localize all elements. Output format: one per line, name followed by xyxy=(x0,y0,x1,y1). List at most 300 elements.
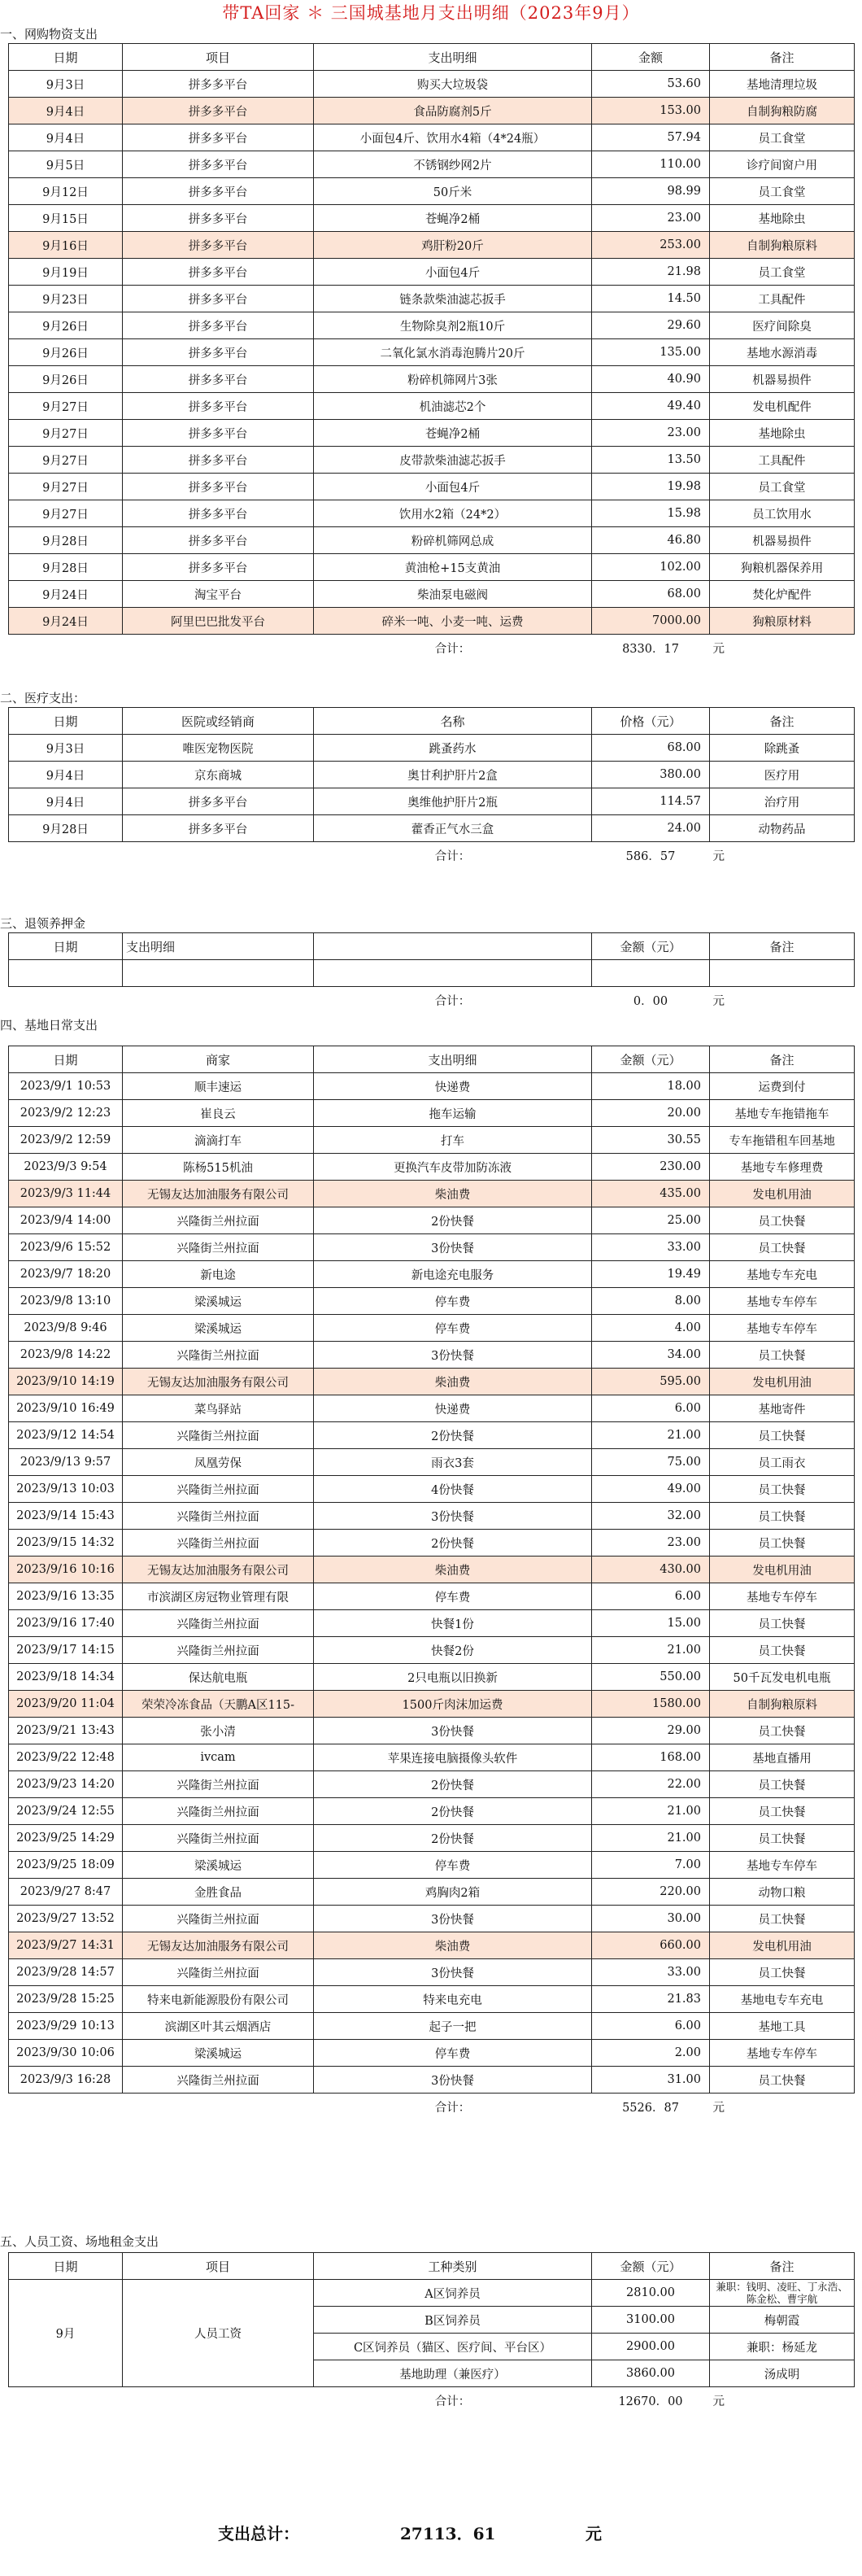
cell-detail: 3份快餐 xyxy=(314,1342,592,1369)
wage-remark: 汤成明 xyxy=(710,2360,855,2387)
cell-merchant: 特来电新能源股份有限公司 xyxy=(123,1986,314,2013)
cell-platform: 拼多多平台 xyxy=(123,98,314,124)
cell-merchant: 新电途 xyxy=(123,1261,314,1288)
cell-datetime: 2023/9/27 8:47 xyxy=(9,1879,123,1906)
cell-amount: 595.00 xyxy=(592,1369,710,1395)
cell-detail: 3份快餐 xyxy=(314,2067,592,2094)
cell-remark: 员工快餐 xyxy=(710,1503,855,1530)
cell-remark: 动物口粮 xyxy=(710,1879,855,1906)
total-value: 8330．17 xyxy=(622,642,679,656)
cell-amount: 49.00 xyxy=(592,1476,710,1503)
cell-merchant: 无锡友达加油服务有限公司 xyxy=(123,1369,314,1395)
section-heading-medical: 二、医疗支出： xyxy=(0,691,86,705)
cell-detail: 雨衣3套 xyxy=(314,1449,592,1476)
cell-detail: 2份快餐 xyxy=(314,1207,592,1234)
table-row xyxy=(9,788,855,815)
cell-datetime: 2023/9/12 14:54 xyxy=(9,1422,123,1449)
cell-date: 9月27日 xyxy=(9,393,123,420)
total-row xyxy=(9,987,855,1014)
table-row xyxy=(9,1959,855,1986)
cell-amount: 23.00 xyxy=(592,420,710,447)
table-row xyxy=(9,1771,855,1798)
total-value: 0．00 xyxy=(633,994,668,1008)
cell-remark: 员工快餐 xyxy=(710,1422,855,1449)
cell-remark: 动物药品 xyxy=(710,815,855,842)
cell-remark: 基地专车修理费 xyxy=(710,1154,855,1181)
cell-remark: 基地专车停车 xyxy=(710,1852,855,1879)
cell-datetime: 2023/9/20 11:04 xyxy=(9,1691,123,1718)
cell-merchant: ivcam xyxy=(123,1744,314,1771)
cell-datetime: 2023/9/2 12:59 xyxy=(9,1127,123,1154)
table-row xyxy=(9,1879,855,1906)
cell-amount: 19.49 xyxy=(592,1261,710,1288)
cell-datetime: 2023/9/14 15:43 xyxy=(9,1503,123,1530)
cell-amount: 660.00 xyxy=(592,1932,710,1959)
cell-remark: 基地水源消毒 xyxy=(710,339,855,366)
cell-remark: 基地除虫 xyxy=(710,205,855,232)
cell-amount: 135.00 xyxy=(592,339,710,366)
cell-detail: 停车费 xyxy=(314,1315,592,1342)
cell-detail: 不锈钢纱网2片 xyxy=(314,151,592,178)
total-row xyxy=(9,842,855,869)
cell-detail: 停车费 xyxy=(314,1583,592,1610)
col-header: 项目 xyxy=(123,44,314,71)
table-row xyxy=(9,98,855,124)
cell-detail: 打车 xyxy=(314,1127,592,1154)
cell-detail: 小面包4斤、饮用水4箱（4*24瓶） xyxy=(314,124,592,151)
cell-detail: 2只电瓶以旧换新 xyxy=(314,1664,592,1691)
cell-detail: 柴油费 xyxy=(314,1932,592,1959)
cell-detail: 50斤米 xyxy=(314,178,592,205)
cell-merchant: 梁溪城运 xyxy=(123,1288,314,1315)
cell-amount: 110.00 xyxy=(592,151,710,178)
cell-remark: 发电机用油 xyxy=(710,1181,855,1207)
cell-platform: 拼多多平台 xyxy=(123,500,314,527)
cell-amount: 7.00 xyxy=(592,1852,710,1879)
cell-remark: 狗粮原材料 xyxy=(710,608,855,635)
cell-amount: 168.00 xyxy=(592,1744,710,1771)
cell-detail: 柴油费 xyxy=(314,1369,592,1395)
section-heading-deposit-refund: 三、退领养押金 xyxy=(0,916,86,931)
table-row xyxy=(9,1449,855,1476)
table-row xyxy=(9,312,855,339)
cell-amount: 49.40 xyxy=(592,393,710,420)
cell-amount: 430.00 xyxy=(592,1557,710,1583)
total-label: 合计： xyxy=(434,994,471,1008)
cell-merchant: 兴隆街兰州拉面 xyxy=(123,1342,314,1369)
wage-amount: 2810.00 xyxy=(592,2280,710,2307)
cell-remark: 狗粮机器保养用 xyxy=(710,554,855,581)
total-row xyxy=(9,2387,855,2414)
col-header: 项目 xyxy=(123,2253,314,2280)
cell-datetime: 2023/9/27 13:52 xyxy=(9,1906,123,1932)
cell-merchant: 兴隆街兰州拉面 xyxy=(123,1530,314,1557)
table-header-row xyxy=(9,2253,855,2280)
cell-amount: 32.00 xyxy=(592,1503,710,1530)
cell-remark: 基地专车拖错拖车 xyxy=(710,1100,855,1127)
total-row xyxy=(9,2094,855,2120)
cell-detail: 皮带款柴油滤芯扳手 xyxy=(314,447,592,474)
cell-detail: 停车费 xyxy=(314,1852,592,1879)
cell-detail: 拖车运输 xyxy=(314,1100,592,1127)
table-header-row xyxy=(9,933,855,960)
cell-date: 9月27日 xyxy=(9,447,123,474)
cell-date: 9月27日 xyxy=(9,474,123,500)
section-heading-wages-rent: 五、人员工资、场地租金支出 xyxy=(0,2234,159,2249)
cell-price: 114.57 xyxy=(592,788,710,815)
table-row xyxy=(9,581,855,608)
col-header: 金额（元） xyxy=(592,2253,710,2280)
table-row xyxy=(9,1637,855,1664)
cell-datetime: 2023/9/16 17:40 xyxy=(9,1610,123,1637)
cell-detail: 快餐2份 xyxy=(314,1637,592,1664)
table-header-row xyxy=(9,1046,855,1073)
cell-merchant: 无锡友达加油服务有限公司 xyxy=(123,1557,314,1583)
cell-datetime: 2023/9/15 14:32 xyxy=(9,1530,123,1557)
table-row xyxy=(9,1181,855,1207)
cell-datetime: 2023/9/29 10:13 xyxy=(9,2013,123,2040)
cell-datetime: 2023/9/17 14:15 xyxy=(9,1637,123,1664)
cell-datetime: 2023/9/28 14:57 xyxy=(9,1959,123,1986)
total-value: 5526．87 xyxy=(622,2101,679,2115)
cell-datetime: 2023/9/23 14:20 xyxy=(9,1771,123,1798)
cell-remark: 专车拖错租车回基地 xyxy=(710,1127,855,1154)
grand-total-label: 支出总计： xyxy=(218,2524,299,2543)
cell-datetime: 2023/9/2 12:23 xyxy=(9,1100,123,1127)
wages-table xyxy=(8,2252,855,2413)
cell-remark: 基地寄件 xyxy=(710,1395,855,1422)
cell-datetime: 2023/9/10 14:19 xyxy=(9,1369,123,1395)
cell-remark: 工具配件 xyxy=(710,447,855,474)
cell-amount: 6.00 xyxy=(592,1395,710,1422)
cell-merchant: 兴隆街兰州拉面 xyxy=(123,1207,314,1234)
wage-remark: 梅朝霞 xyxy=(710,2307,855,2334)
cell-amount: 230.00 xyxy=(592,1154,710,1181)
cell-amount: 6.00 xyxy=(592,1583,710,1610)
cell-detail: 食品防腐剂5斤 xyxy=(314,98,592,124)
cell-remark: 基地专车停车 xyxy=(710,1583,855,1610)
cell-remark: 自制狗粮原料 xyxy=(710,232,855,259)
cell-datetime: 2023/9/10 16:49 xyxy=(9,1395,123,1422)
cell-price: 380.00 xyxy=(592,762,710,788)
cell-date: 9月27日 xyxy=(9,420,123,447)
cell-date: 9月4日 xyxy=(9,124,123,151)
cell-date: 9月4日 xyxy=(9,98,123,124)
cell-remark: 发电机用油 xyxy=(710,1369,855,1395)
cell-amount: 19.98 xyxy=(592,474,710,500)
cell-name: 藿香正气水三盒 xyxy=(314,815,592,842)
cell-merchant: 兴隆街兰州拉面 xyxy=(123,1637,314,1664)
cell-amount: 153.00 xyxy=(592,98,710,124)
cell-amount: 23.00 xyxy=(592,205,710,232)
grand-total-unit: 元 xyxy=(586,2524,602,2543)
cell-price: 24.00 xyxy=(592,815,710,842)
col-header: 支出明细 xyxy=(314,44,592,71)
cell-detail: 鸡胸肉2箱 xyxy=(314,1879,592,1906)
col-header: 支出明细 xyxy=(314,1046,592,1073)
cell-datetime: 2023/9/25 14:29 xyxy=(9,1825,123,1852)
cell-remark: 机器易损件 xyxy=(710,527,855,554)
cell-datetime: 2023/9/22 12:48 xyxy=(9,1744,123,1771)
wage-type: 基地助理（兼医疗） xyxy=(314,2360,592,2387)
cell-merchant: 兴隆街兰州拉面 xyxy=(123,2067,314,2094)
cell-datetime: 2023/9/18 14:34 xyxy=(9,1664,123,1691)
cell-remark: 治疗用 xyxy=(710,788,855,815)
cell-date: 9月15日 xyxy=(9,205,123,232)
cell-detail: 停车费 xyxy=(314,1288,592,1315)
table-row xyxy=(9,232,855,259)
cell-amount: 46.80 xyxy=(592,527,710,554)
cell-amount: 57.94 xyxy=(592,124,710,151)
cell-remark: 机器易损件 xyxy=(710,366,855,393)
cell-detail: 2份快餐 xyxy=(314,1771,592,1798)
cell-amount: 2.00 xyxy=(592,2040,710,2067)
table-row xyxy=(9,815,855,842)
cell-detail: 快递费 xyxy=(314,1073,592,1100)
table-row xyxy=(9,1852,855,1879)
cell-remark: 基地直播用 xyxy=(710,1744,855,1771)
cell-merchant: 凤凰劳保 xyxy=(123,1449,314,1476)
cell-platform: 拼多多平台 xyxy=(123,420,314,447)
table-row xyxy=(9,1691,855,1718)
wage-amount: 3100.00 xyxy=(592,2307,710,2334)
cell-platform: 拼多多平台 xyxy=(123,447,314,474)
table-row xyxy=(9,1342,855,1369)
cell-amount: 14.50 xyxy=(592,286,710,312)
table-row xyxy=(9,1986,855,2013)
table-row xyxy=(9,1530,855,1557)
cell-amount: 21.98 xyxy=(592,259,710,286)
cell-amount: 21.00 xyxy=(592,1798,710,1825)
cell-merchant: 兴隆街兰州拉面 xyxy=(123,1959,314,1986)
cell-date: 9月28日 xyxy=(9,527,123,554)
cell-remark: 员工快餐 xyxy=(710,1959,855,1986)
cell-detail: 3份快餐 xyxy=(314,1906,592,1932)
table-row xyxy=(9,474,855,500)
table-row xyxy=(9,608,855,635)
wage-type: A区饲养员 xyxy=(314,2280,592,2307)
table-row xyxy=(9,1369,855,1395)
table-row xyxy=(9,1422,855,1449)
cell-remark: 员工快餐 xyxy=(710,1610,855,1637)
cell-remark: 运费到付 xyxy=(710,1073,855,1100)
cell-detail: 快餐1份 xyxy=(314,1610,592,1637)
cell-merchant: 梁溪城运 xyxy=(123,1852,314,1879)
cell-detail: 购买大垃圾袋 xyxy=(314,71,592,98)
cell-merchant: 梁溪城运 xyxy=(123,2040,314,2067)
cell-platform: 拼多多平台 xyxy=(123,205,314,232)
cell-date: 9月26日 xyxy=(9,339,123,366)
cell-detail: 机油滤芯2个 xyxy=(314,393,592,420)
cell-remark: 员工快餐 xyxy=(710,1637,855,1664)
cell-amount: 68.00 xyxy=(592,581,710,608)
table-row xyxy=(9,1798,855,1825)
table-row xyxy=(9,151,855,178)
cell-amount: 20.00 xyxy=(592,1100,710,1127)
cell-date: 9月24日 xyxy=(9,608,123,635)
table-row xyxy=(9,762,855,788)
total-value: 12670．00 xyxy=(618,2395,683,2408)
cell-remark: 员工快餐 xyxy=(710,1718,855,1744)
cell-merchant: 无锡友达加油服务有限公司 xyxy=(123,1181,314,1207)
cell-platform: 拼多多平台 xyxy=(123,312,314,339)
table-header-row xyxy=(9,44,855,71)
table-row xyxy=(9,1073,855,1100)
cell-detail: 苍蝇净2桶 xyxy=(314,205,592,232)
cell-remark: 基地专车停车 xyxy=(710,2040,855,2067)
cell-amount: 25.00 xyxy=(592,1207,710,1234)
cell-date: 9月16日 xyxy=(9,232,123,259)
table-row xyxy=(9,1127,855,1154)
table-row xyxy=(9,1207,855,1234)
cell-detail: 苍蝇净2桶 xyxy=(314,420,592,447)
table-row xyxy=(9,1610,855,1637)
cell-amount: 253.00 xyxy=(592,232,710,259)
cell-name: 跳蚤药水 xyxy=(314,735,592,762)
table-row xyxy=(9,205,855,232)
cell-detail: 更换汽车皮带加防冻液 xyxy=(314,1154,592,1181)
table-row xyxy=(9,286,855,312)
cell-merchant: 荣荣冷冻食品（天鹏A区115- xyxy=(123,1691,314,1718)
cell-datetime: 2023/9/24 12:55 xyxy=(9,1798,123,1825)
cell-merchant: 兴隆街兰州拉面 xyxy=(123,1771,314,1798)
cell-merchant: 无锡友达加油服务有限公司 xyxy=(123,1932,314,1959)
col-header: 日期 xyxy=(9,1046,123,1073)
table-row xyxy=(9,500,855,527)
cell-date: 9月28日 xyxy=(9,554,123,581)
cell-remark: 员工食堂 xyxy=(710,474,855,500)
cell-remark: 医疗间除臭 xyxy=(710,312,855,339)
table-row xyxy=(9,2067,855,2094)
table-row xyxy=(9,1315,855,1342)
col-header: 备注 xyxy=(710,44,855,71)
table-row xyxy=(9,1476,855,1503)
cell-detail: 小面包4斤 xyxy=(314,259,592,286)
cell-remark: 工具配件 xyxy=(710,286,855,312)
wage-type: C区饲养员（猫区、医疗间、平台区） xyxy=(314,2334,592,2360)
cell-price: 68.00 xyxy=(592,735,710,762)
cell-platform: 拼多多平台 xyxy=(123,259,314,286)
cell-platform: 拼多多平台 xyxy=(123,393,314,420)
cell-amount: 29.60 xyxy=(592,312,710,339)
cell-platform: 阿里巴巴批发平台 xyxy=(123,608,314,635)
cell-remark: 员工快餐 xyxy=(710,1825,855,1852)
total-unit: 元 xyxy=(712,2101,725,2115)
cell-remark: 员工快餐 xyxy=(710,1207,855,1234)
cell-amount: 23.00 xyxy=(592,1530,710,1557)
cell-amount: 21.00 xyxy=(592,1637,710,1664)
cell-datetime: 2023/9/21 13:43 xyxy=(9,1718,123,1744)
table-row xyxy=(9,1906,855,1932)
cell-merchant: 市滨湖区房冠物业管理有限 xyxy=(123,1583,314,1610)
cell-name: 奥甘利护肝片2盒 xyxy=(314,762,592,788)
cell-merchant: 菜鸟驿站 xyxy=(123,1395,314,1422)
cell-datetime: 2023/9/25 18:09 xyxy=(9,1852,123,1879)
cell-amount: 53.60 xyxy=(592,71,710,98)
cell-date: 9月3日 xyxy=(9,735,123,762)
table-row xyxy=(9,1583,855,1610)
col-header: 备注 xyxy=(710,1046,855,1073)
cell-amount: 435.00 xyxy=(592,1181,710,1207)
cell-amount: 98.99 xyxy=(592,178,710,205)
cell-remark: 发电机用油 xyxy=(710,1932,855,1959)
cell-detail: 特来电充电 xyxy=(314,1986,592,2013)
cell-platform: 拼多多平台 xyxy=(123,124,314,151)
cell-merchant: 张小清 xyxy=(123,1718,314,1744)
cell-amount: 33.00 xyxy=(592,1234,710,1261)
cell-remark: 员工快餐 xyxy=(710,1530,855,1557)
cell-remark: 员工快餐 xyxy=(710,1342,855,1369)
cell-remark: 员工快餐 xyxy=(710,1234,855,1261)
cell-date: 9月27日 xyxy=(9,500,123,527)
page-title: 带TA回家 ＊ 三国城基地月支出明细（2023年9月） xyxy=(222,3,640,23)
col-header: 金额（元） xyxy=(592,933,710,960)
cell-platform: 拼多多平台 xyxy=(123,554,314,581)
cell-amount: 30.55 xyxy=(592,1127,710,1154)
cell-vendor: 拼多多平台 xyxy=(123,815,314,842)
col-header: 金额 xyxy=(592,44,710,71)
cell-platform: 拼多多平台 xyxy=(123,474,314,500)
cell-datetime: 2023/9/27 14:31 xyxy=(9,1932,123,1959)
col-header: 价格（元） xyxy=(592,708,710,735)
cell-remark: 员工快餐 xyxy=(710,1798,855,1825)
cell-detail: 停车费 xyxy=(314,2040,592,2067)
cell-merchant: 滨湖区叶其云烟酒店 xyxy=(123,2013,314,2040)
cell-platform: 淘宝平台 xyxy=(123,581,314,608)
cell-date: 9月4日 xyxy=(9,762,123,788)
cell-vendor: 唯医宠物医院 xyxy=(123,735,314,762)
cell-datetime: 2023/9/3 16:28 xyxy=(9,2067,123,2094)
table-row xyxy=(9,1395,855,1422)
cell-remark: 诊疗间窗户用 xyxy=(710,151,855,178)
cell-detail: 4份快餐 xyxy=(314,1476,592,1503)
cell-date: 9月28日 xyxy=(9,815,123,842)
cell-datetime: 2023/9/30 10:06 xyxy=(9,2040,123,2067)
cell-remark: 员工快餐 xyxy=(710,1476,855,1503)
cell-datetime: 2023/9/7 18:20 xyxy=(9,1261,123,1288)
cell-detail: 2份快餐 xyxy=(314,1825,592,1852)
cell-datetime: 2023/9/6 15:52 xyxy=(9,1234,123,1261)
cell-detail: 粉碎机筛网总成 xyxy=(314,527,592,554)
cell-remark: 员工雨衣 xyxy=(710,1449,855,1476)
cell-platform: 拼多多平台 xyxy=(123,151,314,178)
cell-detail: 链条款柴油滤芯扳手 xyxy=(314,286,592,312)
table-row xyxy=(9,554,855,581)
wage-amount: 3860.00 xyxy=(592,2360,710,2387)
cell-remark: 焚化炉配件 xyxy=(710,581,855,608)
cell-remark: 基地清理垃圾 xyxy=(710,71,855,98)
col-header: 工种类别 xyxy=(314,2253,592,2280)
cell-vendor: 京东商城 xyxy=(123,762,314,788)
cell-datetime: 2023/9/8 13:10 xyxy=(9,1288,123,1315)
total-label: 合计： xyxy=(434,849,471,863)
deposit-refund-table xyxy=(8,932,855,1013)
cell-amount: 4.00 xyxy=(592,1315,710,1342)
cell-amount: 550.00 xyxy=(592,1664,710,1691)
cell-remark: 自制狗粮原料 xyxy=(710,1691,855,1718)
cell-merchant: 兴隆街兰州拉面 xyxy=(123,1476,314,1503)
cell-detail: 2份快餐 xyxy=(314,1798,592,1825)
wage-remark: 兼职：钱明、凌旺、丁永浩、陈金松、曹宇航 xyxy=(710,2280,855,2307)
cell-remark: 除跳蚤 xyxy=(710,735,855,762)
col-header: 商家 xyxy=(123,1046,314,1073)
cell-detail: 小面包4斤 xyxy=(314,474,592,500)
total-label: 合计： xyxy=(434,2101,471,2115)
cell-amount: 6.00 xyxy=(592,2013,710,2040)
cell-merchant: 兴隆街兰州拉面 xyxy=(123,1503,314,1530)
table-row xyxy=(9,71,855,98)
table-row xyxy=(9,178,855,205)
